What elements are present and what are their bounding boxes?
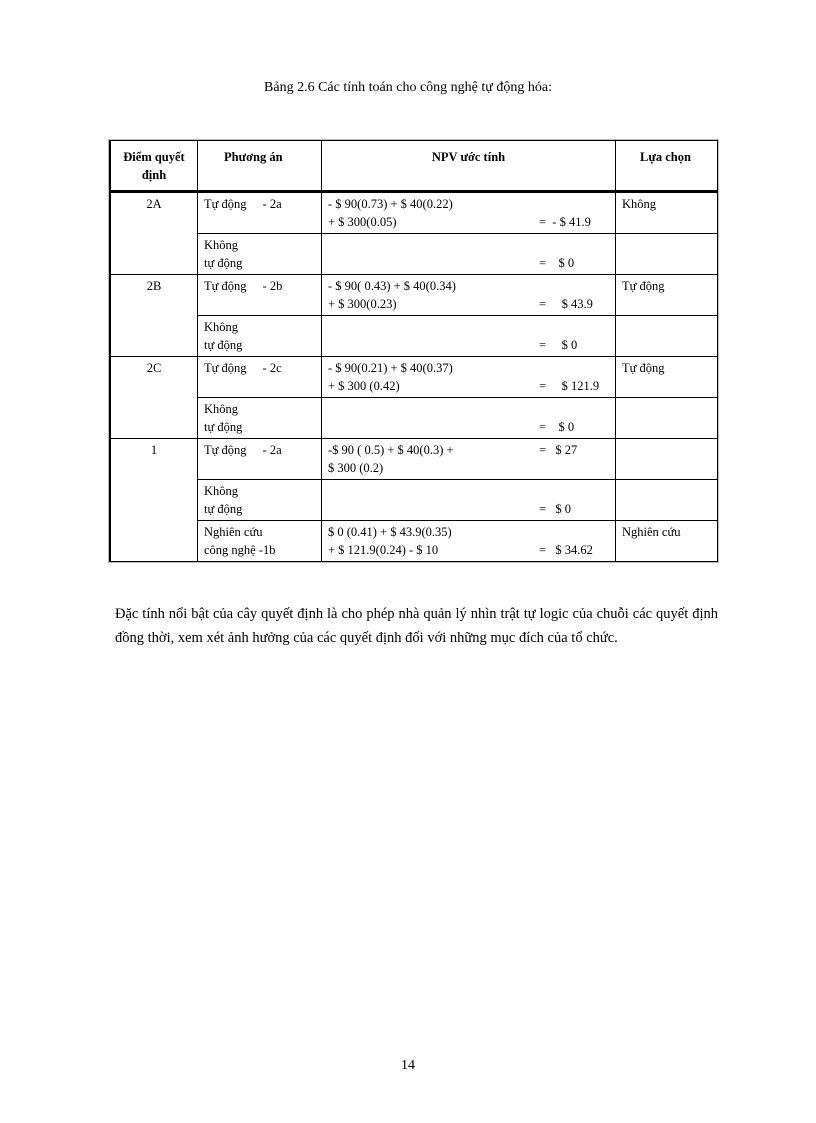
choice-cell: Tự động [616, 357, 718, 398]
npv-result: = $ 0 [539, 338, 578, 352]
npv-result [539, 459, 609, 477]
option-cell [198, 398, 322, 439]
option-cell [198, 234, 322, 275]
header-choice: Lựa chọn [616, 141, 718, 192]
decision-point-cell: 2A [111, 192, 198, 275]
npv-formula [328, 482, 331, 500]
npv-formula: - $ 90( 0.43) + $ 40(0.34) [328, 279, 456, 293]
npv-result: = $ 0 [539, 502, 572, 516]
choice-cell [616, 234, 718, 275]
npv-formula [328, 336, 331, 354]
table-row [111, 439, 718, 480]
npv-result [539, 523, 609, 541]
npv-formula: + $ 300(0.23) [328, 297, 397, 311]
option-cell [198, 521, 322, 562]
npv-result: = $ 0 [539, 256, 575, 270]
npv-formula: + $ 121.9(0.24) - $ 10 [328, 543, 439, 557]
choice-cell [616, 439, 718, 480]
option-line: Không [204, 238, 239, 252]
npv-formula: + $ 300 (0.42) [328, 379, 400, 393]
npv-cell [322, 398, 616, 439]
decision-point-cell: 2B [111, 275, 198, 357]
option-code: - 2a [262, 443, 282, 457]
table-caption: Bảng 2.6 Các tính toán cho công nghệ tự động hóa: [264, 80, 552, 95]
option-code: - 2c [262, 361, 282, 375]
option-line: tự động [204, 256, 243, 270]
option-code: - 2a [262, 197, 282, 211]
npv-result: = $ 27 [539, 443, 578, 457]
table-row [111, 192, 718, 234]
npv-result [539, 400, 609, 418]
page-number: 14 [401, 1058, 415, 1073]
option-cell [198, 275, 322, 316]
npv-result: = $ 34.62 [539, 543, 593, 557]
npv-result [539, 359, 609, 377]
npv-formula: $ 0 (0.41) + $ 43.9(0.35) [328, 525, 452, 539]
table-body [111, 192, 718, 562]
option-label: Tự động [204, 279, 247, 293]
table-row [111, 357, 718, 398]
npv-formula: -$ 90 ( 0.5) + $ 40(0.3) + [328, 443, 454, 457]
option-line: công nghệ -1b [204, 543, 276, 557]
npv-formula: - $ 90(0.73) + $ 40(0.22) [328, 197, 453, 211]
npv-result [539, 277, 609, 295]
option-label: Tự động [204, 361, 247, 375]
header-option: Phương án [198, 141, 322, 192]
npv-formula [328, 500, 331, 518]
header-npv: NPV ước tính [322, 141, 616, 192]
table-row [111, 234, 718, 275]
npv-cell [322, 480, 616, 521]
option-label: Tự động [204, 443, 247, 457]
npv-cell [322, 275, 616, 316]
option-code: - 2b [262, 279, 283, 293]
choice-cell: Không [616, 192, 718, 234]
table-row [111, 316, 718, 357]
npv-cell [322, 316, 616, 357]
npv-formula [328, 418, 331, 436]
npv-formula [328, 318, 331, 336]
npv-formula: + $ 300(0.05) [328, 215, 397, 229]
option-cell [198, 480, 322, 521]
npv-cell [322, 192, 616, 234]
option-line: Không [204, 402, 239, 416]
option-line: tự động [204, 502, 243, 516]
npv-formula [328, 254, 331, 272]
npv-cell [322, 357, 616, 398]
option-line: tự động [204, 338, 243, 352]
npv-result: = - $ 41.9 [539, 215, 591, 229]
table-header-row [111, 141, 718, 192]
npv-formula: $ 300 (0.2) [328, 461, 384, 475]
npv-formula: - $ 90(0.21) + $ 40(0.37) [328, 361, 453, 375]
npv-cell [322, 521, 616, 562]
npv-cell [322, 439, 616, 480]
option-line: tự động [204, 420, 243, 434]
npv-result: = $ 121.9 [539, 379, 600, 393]
npv-formula [328, 400, 331, 418]
npv-result: = $ 43.9 [539, 297, 593, 311]
option-cell [198, 357, 322, 398]
choice-cell: Tự động [616, 275, 718, 316]
npv-result [539, 482, 609, 500]
npv-result [539, 318, 609, 336]
option-line: Không [204, 320, 239, 334]
npv-result [539, 195, 609, 213]
table-row [111, 275, 718, 316]
option-line: Không [204, 484, 239, 498]
npv-result: = $ 0 [539, 420, 575, 434]
npv-cell [322, 234, 616, 275]
decision-point-cell: 2C [111, 357, 198, 439]
choice-cell [616, 398, 718, 439]
header-decision-point: Điểm quyết định [111, 141, 198, 192]
choice-cell [616, 316, 718, 357]
decision-point-cell: 1 [111, 439, 198, 562]
body-paragraph: Đặc tính nổi bật của cây quyết định là cho phép nhà quản lý nhìn trật tự logic của chuỗi các quyết định đồng thời, xem xét ảnh hưởng của các quyết định đối với những mục đích của tổ chức. [115, 606, 718, 646]
table-row [111, 480, 718, 521]
choice-cell [616, 480, 718, 521]
option-cell [198, 439, 322, 480]
option-cell [198, 316, 322, 357]
npv-result [539, 236, 609, 254]
option-line: Nghiên cứu [204, 525, 263, 539]
option-label: Tự động [204, 197, 247, 211]
choice-cell: Nghiên cứu [616, 521, 718, 562]
npv-table [109, 140, 718, 562]
option-cell [198, 192, 322, 234]
table-row [111, 398, 718, 439]
npv-formula [328, 236, 331, 254]
table-row [111, 521, 718, 562]
